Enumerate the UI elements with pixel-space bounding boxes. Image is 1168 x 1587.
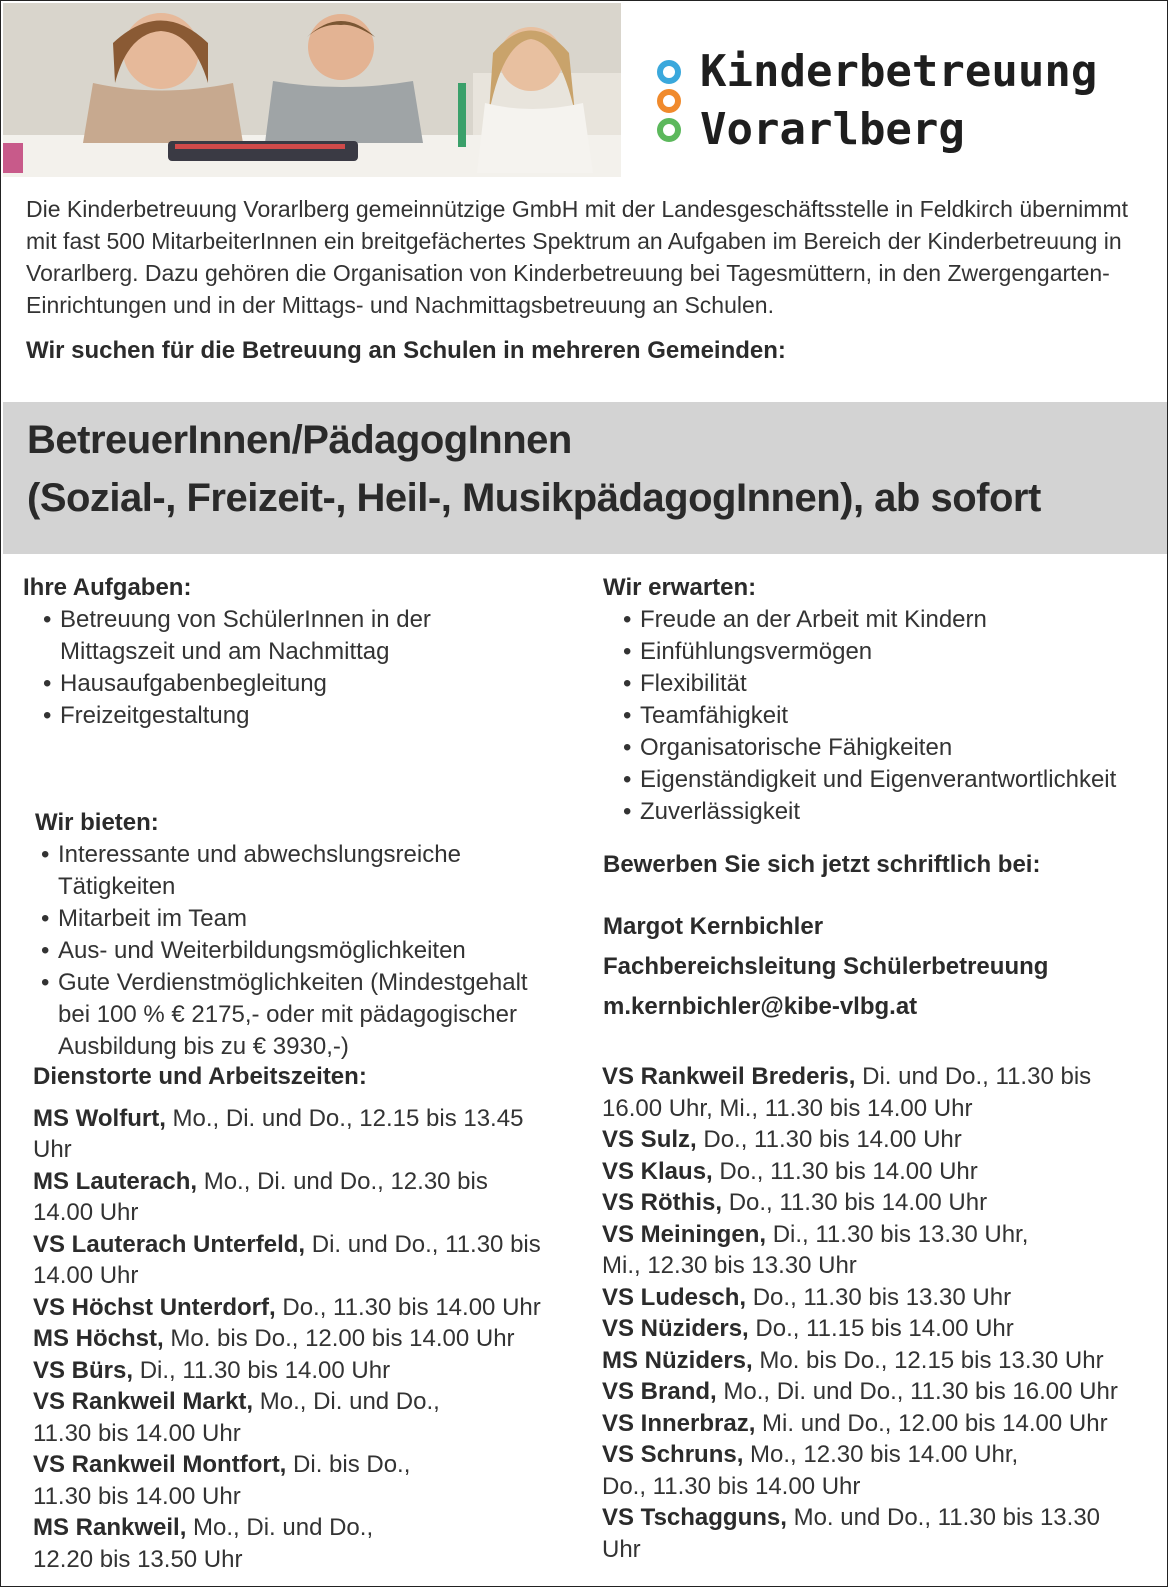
- location-name: VS Nüziders,: [602, 1315, 749, 1342]
- location-entry: [602, 1156, 1132, 1188]
- location-times: Mo., Di. und Do., 12.20 bis 13.50 Uhr: [33, 1514, 374, 1573]
- location-times: Mo. bis Do., 12.00 bis 14.00 Uhr: [170, 1325, 515, 1352]
- location-name: VS Rankweil Markt,: [33, 1388, 254, 1415]
- location-times: Mo., Di. und Do., 12.30 bis 14.00 Uhr: [33, 1167, 488, 1226]
- children-illustration: [3, 3, 621, 177]
- contact-role: Fachbereichsleitung Schülerbetreuung: [603, 953, 1049, 980]
- location-times: Do., 11.30 bis 13.30 Uhr: [752, 1283, 1012, 1311]
- location-entry: [602, 1502, 1132, 1565]
- headline-line-2: (Sozial-, Freizeit-, Heil-, MusikpädagogInnen), ab sofort: [27, 476, 1041, 520]
- aufgaben-list: [37, 604, 543, 732]
- location-times: Di. bis Do., 11.30 bis 14.00 Uhr: [33, 1451, 411, 1510]
- apply-title: Bewerben Sie sich jetzt schriftlich bei:: [603, 851, 1041, 878]
- location-times: Di., 11.30 bis 14.00 Uhr: [139, 1356, 391, 1384]
- locations-title: Dienstorte und Arbeitszeiten:: [33, 1063, 367, 1090]
- location-times: Mi. und Do., 12.00 bis 14.00 Uhr: [762, 1409, 1108, 1437]
- section-locations-left: [33, 1061, 553, 1575]
- list-item: • Hausaufgabenbegleitung: [37, 668, 543, 700]
- logo-dot-slot: [656, 117, 682, 143]
- section-aufgaben: [23, 572, 543, 732]
- erwarten-list: [617, 604, 1123, 828]
- orange-swirl-icon: [656, 88, 682, 114]
- children-photo: [3, 3, 621, 177]
- location-entry: [602, 1124, 1132, 1156]
- list-item: • Freizeitgestaltung: [37, 700, 543, 732]
- location-name: VS Lauterach Unterfeld,: [33, 1230, 306, 1258]
- location-entry: [33, 1292, 553, 1324]
- list-item: • Teamfähigkeit: [617, 700, 1123, 732]
- location-name: VS Röthis,: [602, 1189, 723, 1216]
- section-erwarten: [603, 572, 1123, 828]
- list-item: • Einfühlungsvermögen: [617, 636, 1123, 668]
- location-times: Mo., 12.30 bis 14.00 Uhr, Do., 11.30 bis 14.00 Uhr: [602, 1441, 1019, 1500]
- location-times: Mo., Di. und Do., 11.30 bis 14.00 Uhr: [33, 1388, 440, 1447]
- location-name: MS Wolfurt,: [33, 1104, 166, 1132]
- list-item: • Flexibilität: [617, 668, 1123, 700]
- location-name: VS Höchst Unterdorf,: [33, 1293, 276, 1321]
- location-entry: [602, 1345, 1132, 1377]
- location-entry: [602, 1408, 1132, 1440]
- location-name: VS Innerbraz,: [602, 1409, 756, 1437]
- list-item: • Zuverlässigkeit: [617, 796, 1123, 828]
- location-entry: [33, 1323, 553, 1355]
- location-entry: [602, 1187, 1132, 1219]
- logo-row-1: [656, 43, 1097, 101]
- location-times: Do., 11.30 bis 14.00 Uhr: [703, 1126, 962, 1153]
- contact-name: Margot Kernbichler: [603, 913, 824, 940]
- location-entry: [602, 1282, 1132, 1314]
- headline-band: [3, 402, 1167, 554]
- location-entry: [602, 1219, 1042, 1282]
- green-swirl-icon: [656, 117, 682, 143]
- contact-email[interactable]: m.kernbichler@kibe-vlbg.at: [603, 993, 918, 1020]
- logo-dots-icon: [656, 59, 682, 85]
- location-entry: [602, 1061, 1102, 1124]
- location-name: MS Nüziders,: [602, 1346, 753, 1374]
- logo-line-1: Kinderbetreuung: [700, 46, 1098, 97]
- logo-row-2: [656, 101, 1097, 159]
- blue-swirl-icon: [656, 59, 682, 85]
- location-times: Mo., Di. und Do., 11.30 bis 16.00 Uhr: [723, 1378, 1118, 1405]
- location-name: VS Meiningen,: [602, 1220, 767, 1248]
- list-item: • Mitarbeit im Team: [35, 903, 555, 935]
- location-entry: [33, 1449, 453, 1512]
- location-name: MS Rankweil,: [33, 1514, 187, 1541]
- location-times: Di. und Do., 11.30 bis 14.00 Uhr: [33, 1230, 541, 1289]
- location-name: VS Schruns,: [602, 1441, 744, 1468]
- location-name: VS Rankweil Montfort,: [33, 1451, 287, 1478]
- list-item: • Freude an der Arbeit mit Kindern: [617, 604, 1123, 636]
- location-entry: [602, 1376, 1132, 1408]
- section-locations-right: [602, 1061, 1132, 1565]
- location-entry: [33, 1166, 503, 1229]
- location-times: Mo. bis Do., 12.15 bis 13.30 Uhr: [759, 1346, 1104, 1374]
- list-item: • Betreuung von SchülerInnen in der Mittagszeit und am Nachmittag: [37, 604, 543, 668]
- location-times: Mo., Di. und Do., 12.15 bis 13.45 Uhr: [33, 1104, 524, 1163]
- location-name: MS Höchst,: [33, 1325, 164, 1352]
- list-item: • Gute Verdienstmöglichkeiten (Mindestgehalt bei 100 % € 2175,- oder mit pädagogischer Ausbildung bis zu € 3930,-): [35, 967, 528, 1063]
- location-entry: [602, 1439, 1032, 1502]
- location-entry: [33, 1512, 413, 1575]
- location-times: Do., 11.30 bis 14.00 Uhr: [282, 1293, 541, 1321]
- location-name: VS Rankweil Brederis,: [602, 1063, 856, 1090]
- list-item: • Organisatorische Fähigkeiten: [617, 732, 1123, 764]
- location-times: Do., 11.30 bis 14.00 Uhr: [719, 1157, 978, 1185]
- location-times: Mo. und Do., 11.30 bis 13.30 Uhr: [602, 1504, 1101, 1563]
- logo: [656, 43, 1097, 159]
- bieten-list: [35, 839, 555, 1063]
- location-entry: [33, 1229, 553, 1292]
- location-times: Di., 11.30 bis 13.30 Uhr, Mi., 12.30 bis 13.30 Uhr: [602, 1220, 1029, 1279]
- section-apply: [603, 849, 1143, 1023]
- list-item: • Eigenständigkeit und Eigenverantwortlichkeit: [617, 764, 1123, 796]
- logo-line-2: Vorarlberg: [700, 104, 965, 155]
- headline-line-1: BetreuerInnen/PädagogInnen: [27, 418, 572, 462]
- location-name: VS Sulz,: [602, 1126, 697, 1153]
- location-times: Do., 11.15 bis 14.00 Uhr: [755, 1315, 1014, 1342]
- location-entry: [602, 1313, 1132, 1345]
- aufgaben-title: Ihre Aufgaben:: [23, 574, 192, 601]
- list-item: • Aus- und Weiterbildungsmöglichkeiten: [35, 935, 555, 967]
- location-times: Di. und Do., 11.30 bis 16.00 Uhr, Mi., 11.30 bis 14.00 Uhr: [602, 1063, 1092, 1122]
- erwarten-title: Wir erwarten:: [603, 574, 757, 601]
- location-name: VS Brand,: [602, 1378, 717, 1405]
- section-bieten: [35, 807, 555, 1063]
- location-name: VS Klaus,: [602, 1157, 713, 1185]
- intro-paragraph: Die Kinderbetreuung Vorarlberg gemeinnützige GmbH mit der Landesgeschäftsstelle in Feldkirch übernimmt mit fast 500 MitarbeiterInnen ein breitgefächertes Spektrum an Aufgaben im Bereich der Kinderbetreuung in Vorarlberg. Dazu gehören die Organisation von Kinderbetreuung bei Tagesmüttern, in den Zwergengarten-Einrichtungen und in der Mittags- und Nachmittagsbetreuung an Schulen.: [26, 196, 1129, 318]
- location-name: VS Ludesch,: [602, 1283, 747, 1311]
- list-item: • Interessante und abwechslungsreiche Tätigkeiten: [35, 839, 555, 903]
- location-entry: [33, 1355, 553, 1387]
- location-name: VS Tschagguns,: [602, 1504, 787, 1531]
- location-entry: [33, 1103, 553, 1166]
- location-times: Do., 11.30 bis 14.00 Uhr: [728, 1189, 988, 1216]
- search-line: Wir suchen für die Betreuung an Schulen in mehreren Gemeinden:: [26, 337, 786, 364]
- location-name: VS Bürs,: [33, 1356, 134, 1384]
- location-entry: [33, 1386, 463, 1449]
- bieten-title: Wir bieten:: [35, 809, 159, 836]
- location-name: MS Lauterach,: [33, 1167, 198, 1195]
